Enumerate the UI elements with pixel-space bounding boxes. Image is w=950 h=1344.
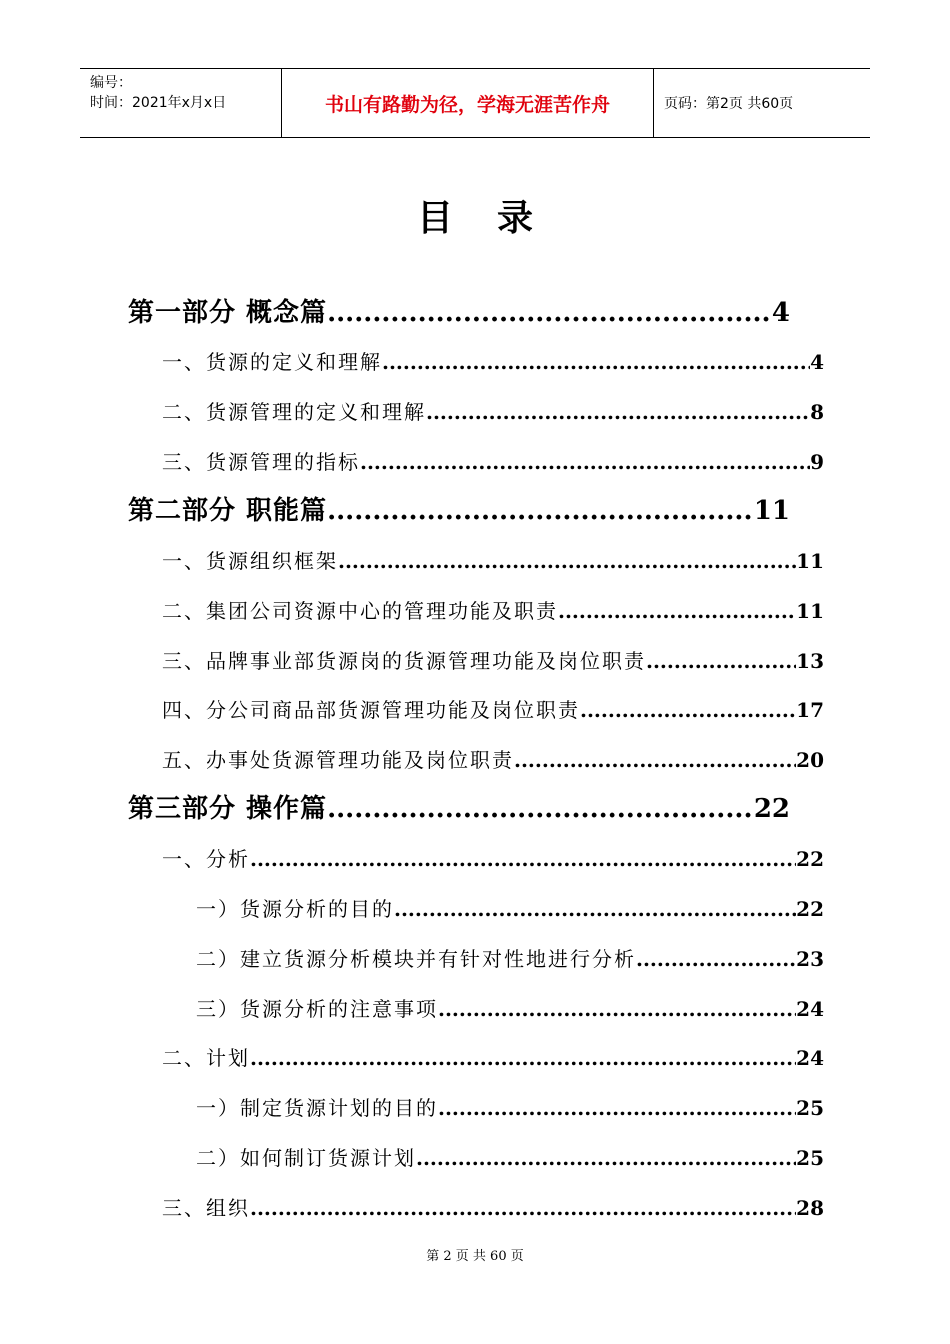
- toc-leader-dots: [426, 400, 810, 424]
- toc-entry-page: 22: [796, 847, 824, 871]
- toc-leader-dots: [327, 496, 754, 526]
- toc-entry[interactable]: [162, 396, 824, 426]
- toc-entry[interactable]: [162, 645, 824, 675]
- toc-entry[interactable]: [128, 490, 790, 530]
- toc-entry-page: 25: [796, 1096, 824, 1120]
- toc-entry-label: 三、组织: [162, 1196, 250, 1220]
- toc-entry[interactable]: [162, 595, 824, 625]
- toc-leader-dots: [646, 649, 796, 673]
- toc-entry[interactable]: [196, 943, 824, 973]
- toc-entry-label: 一、分析: [162, 847, 250, 871]
- toc-entry-label: 五、办事处货源管理功能及岗位职责: [162, 748, 514, 772]
- page-footer: 第 2 页 共 60 页: [426, 1249, 524, 1264]
- header-time-label: 时间：2021年x月x日: [90, 95, 227, 111]
- toc-entry[interactable]: [162, 545, 824, 575]
- toc-entry[interactable]: [196, 1092, 824, 1122]
- toc-entry-page: 22: [753, 794, 790, 824]
- toc-entry-page: 17: [796, 698, 824, 722]
- toc-entry[interactable]: [196, 1142, 824, 1172]
- toc-entry-label: 一）制定货源计划的目的: [196, 1096, 438, 1120]
- toc-entry-label: 二、集团公司资源中心的管理功能及职责: [162, 599, 558, 623]
- toc-entry-page: 11: [796, 599, 824, 623]
- toc-entry-label: 四、分公司商品部货源管理功能及岗位职责: [162, 698, 580, 722]
- toc-entry[interactable]: [162, 1042, 824, 1072]
- header-page-info: 页码：第2页 共60页: [664, 96, 794, 112]
- toc-entry[interactable]: [162, 744, 824, 774]
- toc-leader-dots: [580, 698, 796, 722]
- toc-entry-page: 9: [810, 450, 824, 474]
- toc-leader-dots: [250, 1196, 796, 1220]
- toc-entry-page: 24: [796, 1046, 824, 1070]
- toc-entry[interactable]: [128, 292, 790, 332]
- toc-entry-label: 第一部分 概念篇: [128, 298, 328, 328]
- toc-entry[interactable]: [162, 446, 824, 476]
- toc-entry-label: 三）货源分析的注意事项: [196, 997, 438, 1021]
- toc-entry[interactable]: [128, 788, 790, 828]
- toc-entry-page: 22: [796, 897, 824, 921]
- toc-entry[interactable]: [162, 843, 824, 873]
- toc-entry-label: 一）货源分析的目的: [196, 897, 394, 921]
- toc-leader-dots: [250, 1046, 796, 1070]
- toc-entry-page: 11: [796, 549, 824, 573]
- toc-entry-page: 28: [796, 1196, 824, 1220]
- toc-leader-dots: [416, 1146, 796, 1170]
- toc-entry-page: 24: [796, 997, 824, 1021]
- toc-entry-label: 一、货源组织框架: [162, 549, 338, 573]
- toc-entry[interactable]: [162, 1192, 824, 1222]
- toc-entry-label: 二、货源管理的定义和理解: [162, 400, 426, 424]
- toc-leader-dots: [327, 794, 754, 824]
- toc-entry[interactable]: [162, 694, 824, 724]
- header-motto: 书山有路勤为径，学海无涯苦作舟: [282, 69, 654, 137]
- toc-leader-dots: [636, 947, 796, 971]
- toc-entry-label: 第二部分 职能篇: [128, 496, 328, 526]
- toc-entry[interactable]: [196, 993, 824, 1023]
- toc-leader-dots: [338, 549, 796, 573]
- toc-entry-label: 二）建立货源分析模块并有针对性地进行分析: [196, 947, 636, 971]
- toc-entry-label: 二）如何制订货源计划: [196, 1146, 416, 1170]
- toc-entry-page: 20: [796, 748, 824, 772]
- toc-entry-page: 13: [796, 649, 824, 673]
- toc-entry-label: 二、计划: [162, 1046, 250, 1070]
- header-number-label: 编号：: [90, 75, 132, 91]
- toc-entry-page: 11: [753, 496, 790, 526]
- toc-leader-dots: [382, 350, 810, 374]
- toc-entry-page: 4: [810, 350, 824, 374]
- toc-leader-dots: [327, 298, 772, 328]
- toc-leader-dots: [394, 897, 796, 921]
- toc-entry[interactable]: [196, 893, 824, 923]
- page-title: 目录: [416, 197, 577, 239]
- toc-leader-dots: [360, 450, 810, 474]
- toc-leader-dots: [250, 847, 796, 871]
- toc-entry-label: 一、货源的定义和理解: [162, 350, 382, 374]
- toc-leader-dots: [438, 997, 796, 1021]
- toc-leader-dots: [558, 599, 796, 623]
- toc-leader-dots: [438, 1096, 796, 1120]
- toc-entry-label: 三、货源管理的指标: [162, 450, 360, 474]
- toc-entry-page: 25: [796, 1146, 824, 1170]
- toc-entry-page: 23: [796, 947, 824, 971]
- toc-entry-label: 第三部分 操作篇: [128, 794, 328, 824]
- toc-entry[interactable]: [162, 346, 824, 376]
- toc-entry-page: 8: [810, 400, 824, 424]
- toc-leader-dots: [514, 748, 796, 772]
- toc-entry-label: 三、品牌事业部货源岗的货源管理功能及岗位职责: [162, 649, 646, 673]
- toc-entry-page: 4: [771, 298, 790, 328]
